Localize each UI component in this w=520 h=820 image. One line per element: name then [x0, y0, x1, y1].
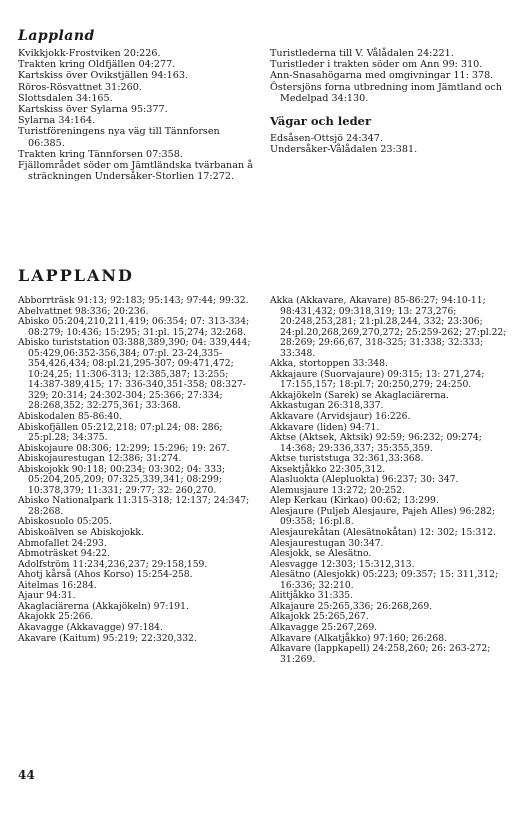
index-entry: Adolfström 11:234,236,237; 29:158,159. — [18, 558, 208, 570]
index-entry: Abiskodalen 85-86:40. — [18, 411, 123, 423]
top-columns — [18, 48, 508, 182]
index-entry: Trakten kring Tännforsen 07:358. — [18, 148, 183, 160]
index-entry: Abborrträsk 91:13; 92:183; 95:143; 97:44; 99:32. — [18, 295, 249, 306]
index-entry: Abiskosuolo 05:205. — [18, 516, 113, 528]
index-entry: Abelvattnet 98:336; 20:236. — [18, 305, 149, 317]
index-entry: Aitelmas 16:284. — [18, 579, 97, 591]
index-entry: Fjällområdet söder om Jämtländska tvärbanan å sträckningen Undersåker-Storlien 17:272. — [18, 160, 253, 183]
index-entry: Abmoträsket 94:22. — [18, 548, 111, 560]
index-entry: Abisko turiststation 03:388,389,390; 04: 339,444; 05:429,06:352-356,384; 07:pl. 23-24,335-354,426,434; 08:pl.21,295-307; 09:471,472; 10:24,25; 11:306-313; 12:385,387; 13:255; 14:387-389,415; 17: 336-340,351-358; 08:327-329; 20:314; 24:302-304; 25:366; 27:334; 28:268,352; 32:275,361; 33:368. — [18, 337, 251, 412]
index-entry: Aksektjåkko 22:305,312. — [270, 463, 386, 475]
index-entry: Alep Kerkau (Kirkao) 00:62; 13:299. — [270, 495, 439, 507]
index-entry: Östersjöns forna utbredning inom Jämtland och Medelpad 34:130. — [270, 81, 502, 104]
index-entry: Kvikkjokk-Frostviken 20:226. — [18, 48, 161, 59]
top-right-column — [270, 48, 508, 182]
index-entry: Turistleder i trakten söder om Ann 99: 310. — [270, 59, 483, 71]
index-entry: Alkavagge 25:267,269. — [270, 621, 378, 633]
index-entry: Alkavare (lappkapell) 24:258,260; 26: 263-272; 31:269. — [270, 643, 491, 665]
section-title-lappland: LAPPLAND — [18, 266, 134, 285]
index-entry: Edsåsen-Ottsjö 24:347. — [270, 133, 383, 145]
index-columns — [18, 296, 508, 665]
index-entry: Akajokk 25:266. — [18, 611, 94, 623]
index-entry: Abisko 05:204,210,211,419; 06:354; 07: 313-334; 08:279; 10:436; 15:295; 31:pl. 15,274; 32:268. — [18, 316, 250, 338]
index-entry: Alittjåkko 31:335. — [270, 590, 354, 602]
index-entry: Abiskojaure 08:306; 12:299; 15:296; 19: 267. — [18, 442, 230, 454]
section-heading-lappland-script: Lappland — [18, 28, 95, 44]
index-entry: Akka (Akkavare, Akavare) 85-86:27; 94:10-11; 98:431,432; 09:318,319; 13: 273,276; 20:248,253,281; 21:pl.28,244, 332; 23:306; 24:pl.20,268,269,270,272; 25:259-262; 27:pl.22; 28:269; 29:66,67, 318-325; 31:338; 32:333; 33:348. — [270, 295, 507, 359]
index-left-column — [18, 296, 256, 665]
index-entry: Alesjokk, se Alesätno. — [270, 548, 372, 560]
index-entry: Ahotj kårså (Ahos Korso) 15:254-258. — [18, 569, 193, 581]
top-right-road-entries — [270, 133, 508, 155]
index-entry: Trakten kring Oldfjällen 04:277. — [18, 59, 176, 71]
index-entry: Akavagge (Akkavagge) 97:184. — [18, 621, 163, 633]
index-entry: Abiskojaurestugan 12:386; 31:274. — [18, 453, 182, 465]
index-entry: Akkajaure (Suorvajaure) 09:315; 13: 271,274; 17:155,157; 18:pl.7; 20:250,279; 24:250. — [270, 368, 485, 391]
top-right-entries — [270, 48, 508, 104]
index-entry: Sylarna 34:164. — [18, 115, 96, 127]
index-entry: Turistföreningens nya väg till Tännforsen 06:385. — [18, 126, 220, 149]
index-entry: Slottsdalen 34:165. — [18, 92, 113, 104]
index-entry: Abiskofjällen 05:212,218; 07:pl.24; 08: 286; 25:pl.28; 34:375. — [18, 421, 223, 444]
index-entry: Akka, stortoppen 33:348. — [270, 358, 388, 370]
index-entry: Alkajaure 25:265,336; 26:268,269. — [270, 600, 433, 612]
index-entry: Ajaur 94:31. — [18, 590, 76, 602]
index-entry: Ann-Snasahögarna med omgivningar 11: 378. — [270, 70, 494, 82]
index-entry: Abiskoälven se Abiskojokk. — [18, 527, 144, 539]
index-entry: Kartskiss över Ovikstjällen 94:163. — [18, 70, 189, 82]
index-entry: Akkavare (liden) 94:71. — [270, 421, 380, 433]
index-entry: Alesjaurestugan 30:347. — [270, 537, 384, 549]
index-section — [18, 296, 508, 665]
page-number: 44 — [18, 768, 35, 782]
index-entry: Aktse turiststuga 32:361,33:368. — [270, 453, 424, 465]
index-entry: Alesjaure (Puljeb Alesjaure, Pajeh Alles) 96:282; 09:358; 16:pl.8. — [270, 505, 496, 528]
index-right-column — [270, 296, 508, 665]
index-entry: Turistlederna till V. Vålådalen 24:221. — [270, 48, 454, 59]
subheading-vagar-och-leder: Vägar och leder — [270, 114, 372, 129]
index-entry: Alkajokk 25:265,267. — [270, 611, 369, 623]
index-entry: Abmofallet 24:293. — [18, 537, 107, 549]
index-entry: Akaglaciärerna (Akkajökeln) 97:191. — [18, 600, 189, 612]
index-entry: Undersåker-Vålådalen 23:381. — [270, 144, 418, 156]
index-entry: Alkavare (Alkatjåkko) 97:160; 26:268. — [270, 632, 448, 644]
top-section — [18, 28, 508, 182]
index-entry: Kartskiss över Sylarna 95:377. — [18, 104, 168, 116]
top-left-column — [18, 48, 256, 182]
index-entry: Abiskojokk 90:118; 00:234; 03:302; 04: 333; 05:204,205,209; 07:325,339,341; 08:299; 10:378,379; 11:331; 29:77; 32: 260,270. — [18, 463, 226, 496]
index-entry: Alemusjaure 13:272; 20:252. — [270, 484, 405, 496]
index-entry: Abisko Nationalpark 11:315-318; 12:137; 24:347; 28:268. — [18, 495, 250, 517]
index-entry: Akavare (Kaitum) 95:219; 22:320,332. — [18, 632, 197, 644]
index-entry: Alesätno (Alesjokk) 05:223; 09:357; 15: 311,312; 16:336; 32:210. — [270, 569, 499, 591]
index-entry: Akkajökeln (Sarek) se Akaglaciärerna. — [270, 389, 449, 401]
index-entry: Alasluokta (Alepluokta) 96:237; 30: 347. — [270, 474, 459, 486]
index-entry: Akkastugan 26:318,337. — [270, 400, 384, 412]
index-entry: Aktse (Aktsek, Aktsik) 92:59; 96:232; 09:274; 14:368; 29:336,337; 35:355,359. — [270, 432, 482, 454]
index-entry: Alesjaurekåtan (Alesätnokåtan) 12: 302; 15:312. — [270, 527, 496, 539]
index-entry: Alesvagge 12:303; 15:312,313. — [270, 558, 415, 570]
index-entry: Akkavare (Arvidsjaur) 16:226. — [270, 411, 411, 423]
index-entry: Röros-Rösvattnet 31:260. — [18, 81, 142, 93]
